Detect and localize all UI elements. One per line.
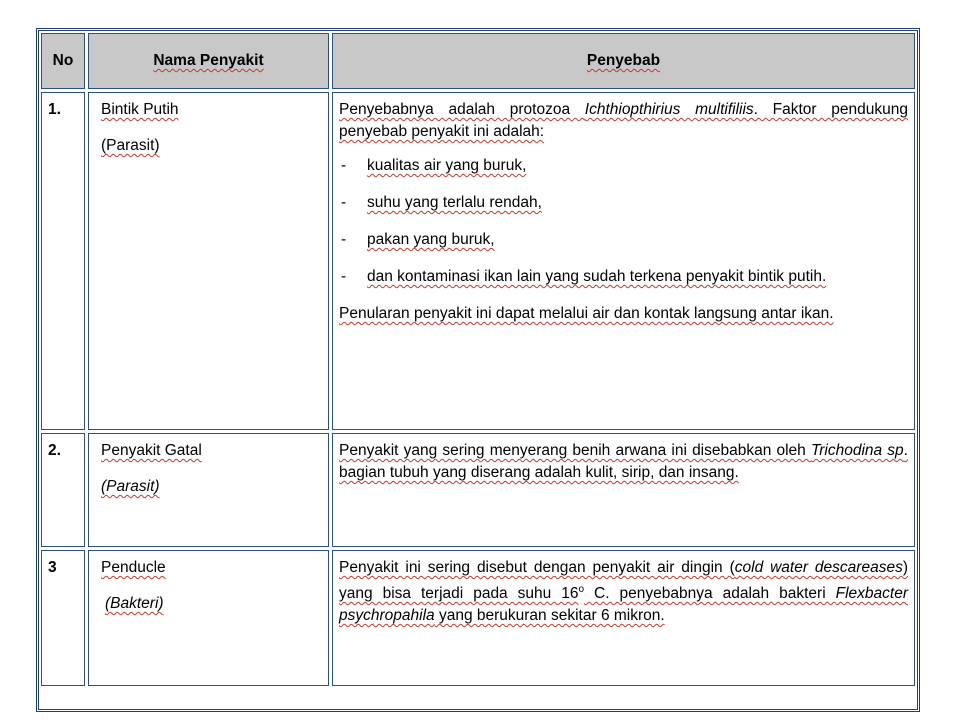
cause-cell	[332, 550, 915, 686]
header-disease-name	[88, 33, 329, 89]
header-cause	[332, 33, 915, 89]
table-row	[41, 92, 915, 430]
disease-name: Bintik Putih	[101, 101, 179, 118]
disease-name-cell	[88, 92, 329, 430]
disease-name: Penyakit Gatal	[101, 442, 202, 459]
cause-intro: Penyebabnya adalah protozoa Ichthiopthirius multifiliis. Faktor pendukung penyebab penyakit ini adalah:	[339, 101, 908, 140]
degree-superscript: o	[578, 584, 585, 595]
header-cause-text: Penyebab	[586, 52, 661, 69]
disease-name-cell	[88, 550, 329, 686]
disease-name: Penducle	[101, 559, 166, 576]
list-item: - kualitas air yang buruk,	[339, 155, 908, 177]
list-item: - pakan yang buruk,	[339, 229, 908, 251]
disease-category: (Parasit)	[101, 137, 160, 154]
cause-cell	[332, 433, 915, 547]
cause-outro: Penularan penyakit ini dapat melalui air dan kontak langsung antar ikan.	[339, 305, 834, 322]
table-row	[41, 433, 915, 547]
pathogen-name: Trichodina sp	[810, 442, 904, 459]
pathogen-name: Ichthiopthirius multifiliis	[584, 101, 754, 118]
list-item: - suhu yang terlalu rendah,	[339, 192, 908, 214]
condition-name: cold water descareases	[734, 559, 903, 576]
cause-text: Penyakit yang sering menyerang benih arwana ini disebabkan oleh Trichodina sp. bagian tubuh yang diserang adalah kulit, sirip, dan insang.	[339, 442, 908, 481]
header-no: No	[41, 33, 85, 89]
cause-cell	[332, 92, 915, 430]
table-header-row	[41, 33, 915, 89]
disease-category: (Bakteri)	[105, 595, 164, 612]
row-number: 3	[41, 550, 85, 686]
cause-text: Penyakit ini sering disebut dengan penyakit air dingin (cold water descareases) yang bisa terjadi pada suhu 16$^o$ C. penyebabnya adalah bakteri Flexbacter psychropahila yang berukuran sekitar 6 mikron.	[339, 559, 908, 625]
row-number: 2.	[41, 433, 85, 547]
row-number: 1.	[41, 92, 85, 430]
list-item: - dan kontaminasi ikan lain yang sudah terkena penyakit bintik putih.	[339, 266, 908, 288]
disease-table	[38, 30, 918, 689]
table-row	[41, 550, 915, 686]
pathogen-name: Flexbacter psychropahila	[339, 585, 908, 625]
header-disease-name-text: Nama Penyakit	[153, 52, 264, 69]
factor-list	[339, 155, 908, 288]
disease-name-cell	[88, 433, 329, 547]
disease-category: (Parasit)	[101, 478, 160, 495]
